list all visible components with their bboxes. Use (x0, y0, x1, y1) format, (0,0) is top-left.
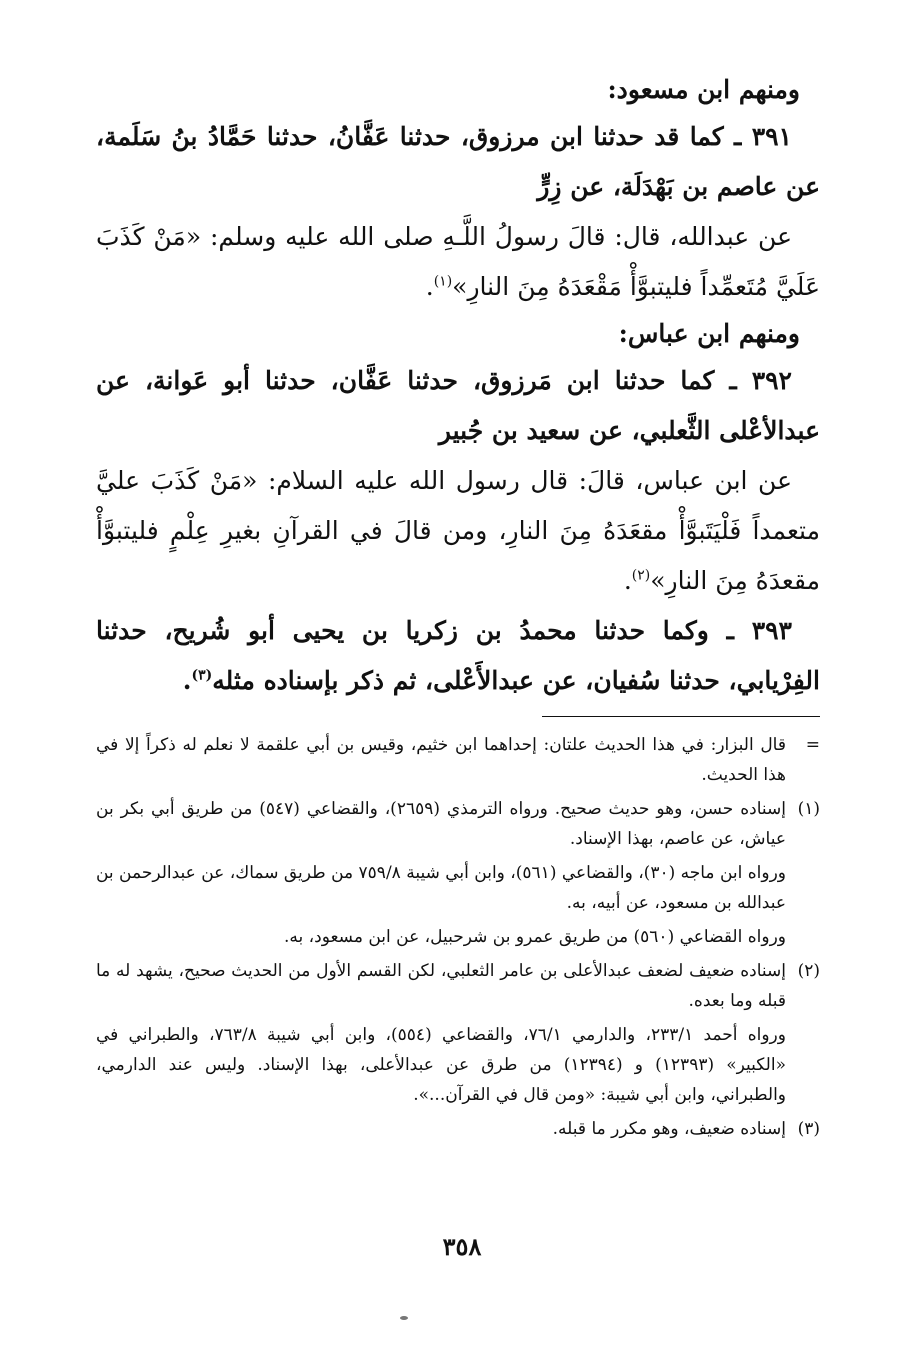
hadith-392-matn (96, 456, 820, 606)
section-heading-ibn-abbas: ومنهم ابن عباس: (618, 319, 800, 348)
hadith-393-end: . (182, 666, 192, 695)
footnote-3-marker: (٣) (797, 1119, 820, 1139)
footnote-ref-3[interactable]: (٣) (191, 667, 213, 684)
footnote-1 (96, 794, 820, 854)
footnote-1-sub-1: ورواه ابن ماجه (٣٠)، والقضاعي (٥٦١)، وابن أبي شيبة ٧٥٩/٨ من طريق سماك، عن عبدالرحمن بن عبدالله بن مسعود، عن أبيه، به. (95, 863, 786, 913)
footnote-2-marker: (٢) (797, 961, 820, 981)
hadith-391-isnad (96, 112, 820, 212)
footnote-ref-2[interactable]: (٢) (631, 567, 651, 584)
hadith-391-matn (96, 212, 820, 312)
footnote-1-marker: (١) (797, 799, 820, 819)
footnotes-section (96, 730, 820, 1148)
footnote-ref-1[interactable]: (١) (433, 273, 453, 290)
footnote-continued-marker: = (805, 735, 820, 755)
page-number: ٣٥٨ (442, 1232, 482, 1261)
section-heading-ibn-masud: ومنهم ابن مسعود: (607, 75, 800, 104)
footnote-2-sub-1: ورواه أحمد ٢٣٣/١، والدارمي ٧٦/١، والقضاعي (٥٥٤)، وابن أبي شيبة ٧٦٣/٨، والطبراني في «الكبير» (١٢٣٩٣) و (١٢٣٩٤) من طرق عن عبدالأعلى، بهذا الإسناد. وليس عند الدارمي، والطبراني، وابن أبي شيبة: «ومن قال في القرآن...». (96, 1025, 786, 1105)
footnote-2-text: إسناده ضعيف لضعف عبدالأعلى بن عامر الثعلبي، لكن القسم الأول من الحديث صحيح، يشهد له ما قبله وما بعده. (96, 961, 786, 1011)
main-text (96, 68, 820, 706)
footnote-3 (96, 1114, 820, 1144)
hadith-393 (96, 606, 820, 706)
hadith-392-isnad-text: ٣٩٢ ـ كما حدثنا ابن مَرزوق، حدثنا عَفَّان، حدثنا أبو عَوانة، عن عبدالأعْلى الثَّعلبي، عن سعيد بن جُبير (96, 366, 820, 445)
footnote-continued (96, 730, 820, 790)
scan-speck (400, 1316, 408, 1320)
hadith-392-matn-text: عن ابن عباس، قالَ: قال رسول الله عليه السلام: «مَنْ كَذَبَ عليَّ متعمداً فَلْيَتَبوَّأْ مقعَدَهُ مِنَ النارِ، ومن قالَ في القرآنِ بغيرِ عِلْمٍ فليتبوَّأْ مقعدَهُ مِنَ النارِ» (96, 466, 820, 595)
hadith-392-end: . (623, 566, 632, 595)
footnote-divider (542, 716, 820, 717)
hadith-393-text: ٣٩٣ ـ وكما حدثنا محمدُ بن زكريا بن يحيى أبو شُريح، حدثنا الفِرْيابي، حدثنا سُفيان، عن عبدالأَعْلى، ثم ذكر بإسناده مثله (96, 616, 820, 695)
footnote-1-text: إسناده حسن، وهو حديث صحيح. ورواه الترمذي (٢٦٥٩)، والقضاعي (٥٤٧) من طريق أبي بكر بن عياش، عن عاصم، بهذا الإسناد. (96, 799, 786, 849)
hadith-391-isnad-text: ٣٩١ ـ كما قد حدثنا ابن مرزوق، حدثنا عَفَّانُ، حدثنا حَمَّادُ بنُ سَلَمة، عن عاصم بن بَهْدَلَة، عن زِرٍّ (96, 122, 820, 201)
footnote-1-sub-2: ورواه القضاعي (٥٦٠) من طريق عمرو بن شرحبيل، عن ابن مسعود، به. (283, 927, 786, 947)
hadith-391-end: . (425, 272, 434, 301)
footnote-3-text: إسناده ضعيف، وهو مكرر ما قبله. (552, 1119, 786, 1139)
footnote-2 (96, 956, 820, 1016)
hadith-392-isnad (96, 356, 820, 456)
hadith-391-matn-text: عن عبدالله، قال: قالَ رسولُ اللَّـهِ صلى الله عليه وسلم: «مَنْ كَذَبَ عَلَيَّ مُتَعمِّداً فليتبوَّأْ مَقْعَدَهُ مِنَ النارِ» (96, 222, 820, 301)
footnote-continued-text: قال البزار: في هذا الحديث علتان: إحداهما ابن خثيم، وقيس بن أبي علقمة لا نعلم له ذكراً إلا في هذا الحديث. (96, 735, 786, 785)
